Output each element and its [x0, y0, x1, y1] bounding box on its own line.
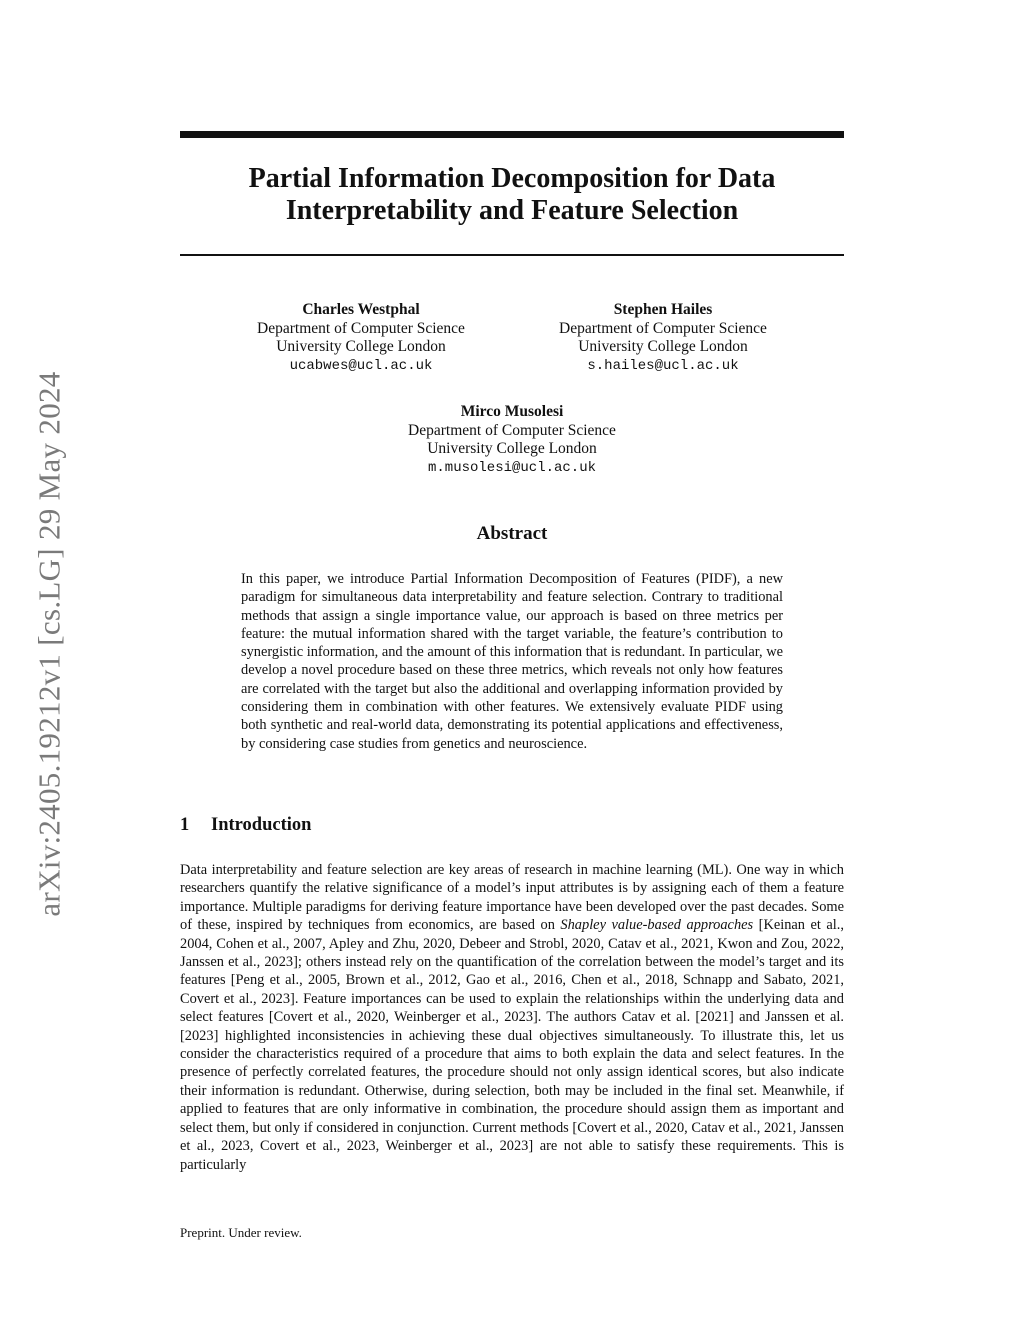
author-name: Charles Westphal	[302, 301, 420, 318]
author-email: ucabwes@ucl.ac.uk	[289, 357, 433, 374]
arxiv-identifier-text: arXiv:2405.19212v1 [cs.LG] 29 May 2024	[32, 371, 67, 917]
paper-title	[180, 163, 844, 227]
author-name: Stephen Hailes	[613, 301, 713, 318]
title-line-2: Interpretability and Feature Selection	[285, 195, 739, 226]
title-line-1: Partial Information Decomposition for Data	[248, 163, 776, 194]
author-department: Department of Computer Science	[559, 319, 767, 337]
abstract-text: In this paper, we introduce Partial Information Decomposition of Features (PIDF), a new paradigm for simultaneous data interpretability and feature selection. Contrary to traditional methods that assign a single importance value, our approach is based on three metrics per feature: the mutual information shared with the target variable, the feature’s contribution to synergistic information, and the amount of this information that is redundant. In particular, we develop a novel procedure based on these three metrics, which reveals not only how features are correlated with the target but also the additional and overlapping information provided by considering them in combination with other features. We extensively evaluate PIDF using both synthetic and real-world data, demonstrating its potential applications and effectiveness, by considering case studies from genetics and neuroscience.	[241, 571, 783, 752]
author-email: m.musolesi@ucl.ac.uk	[427, 459, 597, 476]
author-department: Department of Computer Science	[257, 319, 465, 337]
section-heading-introduction	[180, 815, 311, 836]
footer-preprint-note: Preprint. Under review.	[180, 1225, 302, 1240]
intro-emphasis: Shapley value-based approaches	[560, 917, 754, 934]
author-block-2	[513, 301, 813, 375]
author-block-1	[211, 301, 511, 375]
author-block-3	[362, 403, 662, 477]
author-name: Mirco Musolesi	[460, 403, 564, 420]
intro-text-part-1: Data interpretability and feature selection are key areas of research in machine learning (ML). One way in which researchers quantify the relative significance of a model’s input attributes is by assigning each of them a feature importance. Multiple paradigms for deriving feature importance have been developed over the past decades. Some of these, inspired by techniques from economics, are based on	[180, 862, 844, 934]
author-email: s.hailes@ucl.ac.uk	[587, 357, 739, 374]
introduction-paragraph	[180, 861, 844, 1174]
author-institution: University College London	[578, 338, 748, 355]
abstract-heading: Abstract	[476, 523, 548, 544]
arxiv-identifier-stamp	[30, 344, 70, 944]
intro-text-part-2: [Keinan et al., 2004, Cohen et al., 2007, Apley and Zhu, 2020, Debeer and Strobl, 2020, Catav et al., 2021, Kwon and Zou, 2022, Janssen et al., 2023]; others instead rely on the quantification of the correlation between the model’s target and its features [Peng et al., 2005, Brown et al., 2012, Gao et al., 2016, Chen et al., 2018, Schnapp and Sabato, 2021, Covert et al., 2023]. Feature importances can be used to explain the relationships within the underlying data and select features [Covert et al., 2020, Weinberger et al., 2023]. The authors Catav et al. [2021] and Janssen et al. [2023] highlighted inconsistencies in achieving these dual objectives simultaneously. To illustrate this, let us consider the characteristics required of a procedure that aims to both explain the data and select features. In the presence of perfectly correlated features, the procedure should not only assign identical scores, but also indicate their information is redundant. Otherwise, during selection, both may be included in the final set. Meanwhile, if applied to features that are only informative in combination, the procedure should assign them as important and select them, but only if considered in conjunction. Current methods [Covert et al., 2020, Catav et al., 2021, Janssen et al., 2023, Covert et al., 2023, Weinberger et al., 2023] are not able to satisfy these requirements. This is particularly	[180, 917, 844, 1173]
section-number: 1	[180, 815, 190, 835]
author-institution: University College London	[276, 338, 446, 355]
section-title: Introduction	[211, 815, 312, 835]
author-department: Department of Computer Science	[408, 421, 616, 439]
title-bottom-rule	[180, 254, 844, 256]
author-institution: University College London	[427, 440, 597, 457]
title-top-rule	[180, 131, 844, 138]
